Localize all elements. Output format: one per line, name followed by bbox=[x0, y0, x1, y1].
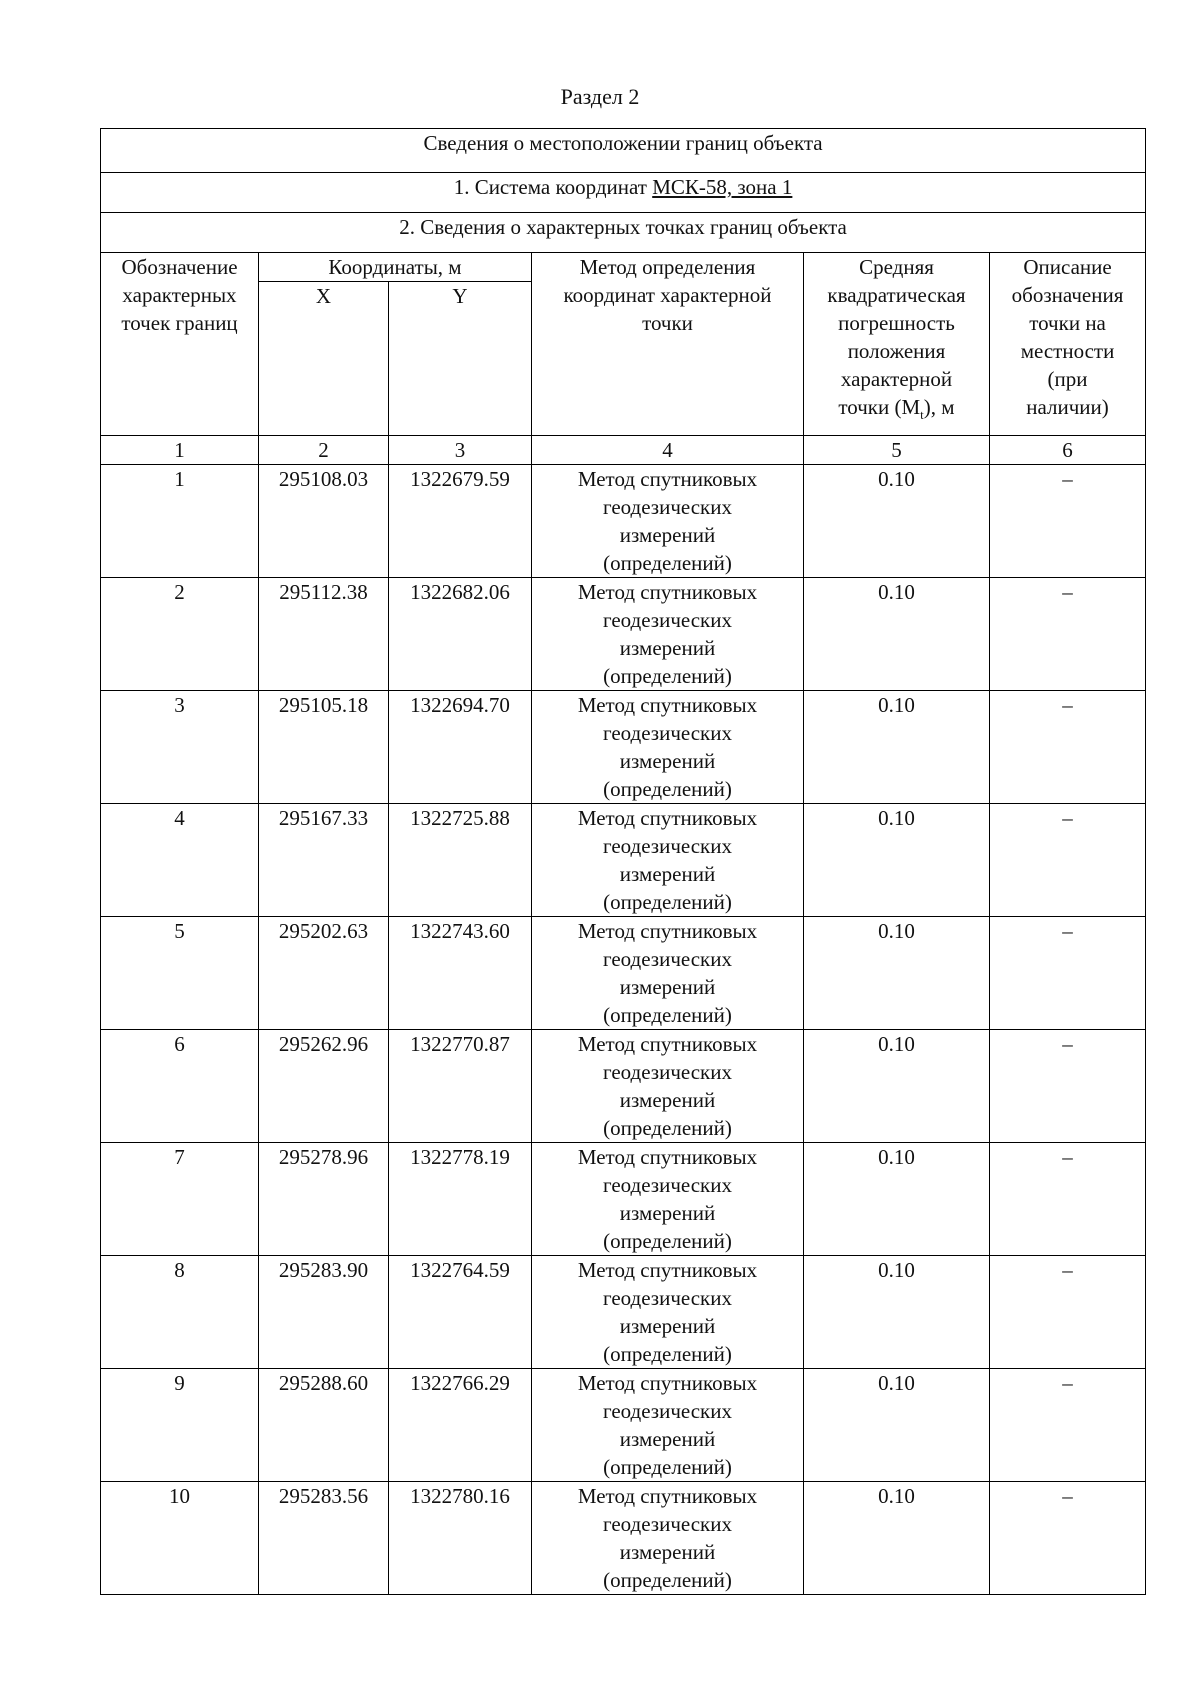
point-method-line: геодезических bbox=[602, 721, 732, 745]
point-method-line: геодезических bbox=[602, 608, 732, 632]
column-number: 2 bbox=[259, 436, 389, 465]
point-method bbox=[532, 465, 804, 578]
header-description bbox=[990, 253, 1146, 436]
header-y: Y bbox=[389, 282, 532, 436]
point-method-line: измерений bbox=[619, 1201, 716, 1225]
header-point-designation bbox=[101, 253, 259, 436]
point-description: – bbox=[990, 1482, 1146, 1595]
point-method-line: (определений) bbox=[603, 1568, 732, 1592]
point-method-line: (определений) bbox=[603, 1003, 732, 1027]
point-id: 4 bbox=[101, 804, 259, 917]
point-method-line: Метод спутниковых bbox=[577, 1258, 758, 1282]
point-method-line: Метод спутниковых bbox=[577, 693, 758, 717]
point-id: 6 bbox=[101, 1030, 259, 1143]
point-method bbox=[532, 1369, 804, 1482]
point-y: 1322743.60 bbox=[389, 917, 532, 1030]
header-point-designation-line: характерных bbox=[122, 283, 237, 307]
point-error: 0.10 bbox=[804, 465, 990, 578]
header-point-designation-line: точек границ bbox=[121, 311, 238, 335]
point-method bbox=[532, 1482, 804, 1595]
point-error: 0.10 bbox=[804, 917, 990, 1030]
point-method-line: измерений bbox=[619, 636, 716, 660]
column-number: 4 bbox=[532, 436, 804, 465]
point-method-line: Метод спутниковых bbox=[577, 467, 758, 491]
table-row bbox=[101, 465, 1146, 578]
column-number-row bbox=[101, 436, 1146, 465]
point-x: 295283.56 bbox=[259, 1482, 389, 1595]
table-row bbox=[101, 1482, 1146, 1595]
column-number: 1 bbox=[101, 436, 259, 465]
point-x: 295105.18 bbox=[259, 691, 389, 804]
point-error: 0.10 bbox=[804, 1143, 990, 1256]
point-x: 295167.33 bbox=[259, 804, 389, 917]
point-method-line: измерений bbox=[619, 1314, 716, 1338]
point-id: 1 bbox=[101, 465, 259, 578]
point-description: – bbox=[990, 465, 1146, 578]
point-error: 0.10 bbox=[804, 804, 990, 917]
point-y: 1322764.59 bbox=[389, 1256, 532, 1369]
point-method-line: геодезических bbox=[602, 1060, 732, 1084]
point-error: 0.10 bbox=[804, 1030, 990, 1143]
header-point-designation-line: Обозначение bbox=[121, 255, 238, 279]
point-method-line: геодезических bbox=[602, 834, 732, 858]
point-x: 295283.90 bbox=[259, 1256, 389, 1369]
point-description: – bbox=[990, 1143, 1146, 1256]
table-row bbox=[101, 1256, 1146, 1369]
point-method bbox=[532, 578, 804, 691]
point-method bbox=[532, 1030, 804, 1143]
point-description: – bbox=[990, 1369, 1146, 1482]
point-method bbox=[532, 804, 804, 917]
point-x: 295262.96 bbox=[259, 1030, 389, 1143]
point-id: 9 bbox=[101, 1369, 259, 1482]
point-x: 295278.96 bbox=[259, 1143, 389, 1256]
point-method-line: (определений) bbox=[603, 1455, 732, 1479]
header-error-line: Средняя bbox=[859, 255, 934, 279]
point-method-line: геодезических bbox=[602, 947, 732, 971]
header-description-line: наличии) bbox=[1026, 395, 1109, 419]
point-method-line: геодезических bbox=[602, 1286, 732, 1310]
table-row bbox=[101, 1143, 1146, 1256]
header-error-line: характерной bbox=[840, 367, 953, 391]
header-error-line: погрешность bbox=[838, 311, 955, 335]
header-description-line: (при bbox=[1047, 367, 1088, 391]
point-method-line: измерений bbox=[619, 1088, 716, 1112]
header-error-line: положения bbox=[847, 339, 946, 363]
table-row bbox=[101, 804, 1146, 917]
header-error-line: квадратическая bbox=[827, 283, 966, 307]
point-y: 1322679.59 bbox=[389, 465, 532, 578]
point-id: 10 bbox=[101, 1482, 259, 1595]
point-x: 295112.38 bbox=[259, 578, 389, 691]
point-method-line: (определений) bbox=[603, 777, 732, 801]
table-row bbox=[101, 917, 1146, 1030]
point-method-line: (определений) bbox=[603, 664, 732, 688]
header-description-line: точки на bbox=[1029, 311, 1106, 335]
point-error: 0.10 bbox=[804, 1369, 990, 1482]
table-row bbox=[101, 691, 1146, 804]
point-y: 1322766.29 bbox=[389, 1369, 532, 1482]
point-y: 1322682.06 bbox=[389, 578, 532, 691]
point-method-line: измерений bbox=[619, 975, 716, 999]
point-y: 1322778.19 bbox=[389, 1143, 532, 1256]
point-method-line: измерений bbox=[619, 1427, 716, 1451]
table-row bbox=[101, 1030, 1146, 1143]
header-description-line: обозначения bbox=[1011, 283, 1124, 307]
point-description: – bbox=[990, 1030, 1146, 1143]
point-method-line: Метод спутниковых bbox=[577, 1371, 758, 1395]
point-description: – bbox=[990, 691, 1146, 804]
point-error: 0.10 bbox=[804, 1256, 990, 1369]
point-method-line: измерений bbox=[619, 523, 716, 547]
point-id: 2 bbox=[101, 578, 259, 691]
point-id: 7 bbox=[101, 1143, 259, 1256]
point-method-line: Метод спутниковых bbox=[577, 919, 758, 943]
point-method-line: Метод спутниковых bbox=[577, 806, 758, 830]
header-description-line: Описание bbox=[1023, 255, 1112, 279]
header-x: X bbox=[259, 282, 389, 436]
header-method bbox=[532, 253, 804, 436]
point-description: – bbox=[990, 578, 1146, 691]
point-description: – bbox=[990, 804, 1146, 917]
point-method-line: геодезических bbox=[602, 1399, 732, 1423]
point-method-line: (определений) bbox=[603, 890, 732, 914]
header-coordinates-group: Координаты, м bbox=[259, 253, 532, 282]
column-number: 3 bbox=[389, 436, 532, 465]
point-method-line: (определений) bbox=[603, 1342, 732, 1366]
header-description-line: местности bbox=[1020, 339, 1115, 363]
point-method bbox=[532, 691, 804, 804]
point-description: – bbox=[990, 917, 1146, 1030]
table-row bbox=[101, 578, 1146, 691]
point-id: 5 bbox=[101, 917, 259, 1030]
point-id: 8 bbox=[101, 1256, 259, 1369]
table-title: Сведения о местоположении границ объекта bbox=[101, 129, 1146, 173]
point-error: 0.10 bbox=[804, 1482, 990, 1595]
point-y: 1322770.87 bbox=[389, 1030, 532, 1143]
point-y: 1322694.70 bbox=[389, 691, 532, 804]
header-error-lines bbox=[810, 253, 983, 393]
point-method-line: геодезических bbox=[602, 495, 732, 519]
header-error bbox=[804, 253, 990, 436]
point-description: – bbox=[990, 1256, 1146, 1369]
point-method-line: Метод спутниковых bbox=[577, 1484, 758, 1508]
boundary-points-table bbox=[100, 128, 1146, 1595]
point-method-line: измерений bbox=[619, 862, 716, 886]
point-method-line: геодезических bbox=[602, 1512, 732, 1536]
point-method-line: (определений) bbox=[603, 1229, 732, 1253]
point-id: 3 bbox=[101, 691, 259, 804]
header-error-last-line: точки $(M_t)$, м bbox=[838, 395, 955, 423]
point-method-line: измерений bbox=[619, 749, 716, 773]
point-method bbox=[532, 917, 804, 1030]
points-section-title: 2. Сведения о характерных точках границ объекта bbox=[101, 213, 1146, 253]
header-method-line: координат характерной bbox=[563, 283, 772, 307]
point-method-line: (определений) bbox=[603, 551, 732, 575]
point-method bbox=[532, 1143, 804, 1256]
section-label: Раздел 2 bbox=[560, 84, 640, 109]
point-method bbox=[532, 1256, 804, 1369]
point-x: 295108.03 bbox=[259, 465, 389, 578]
point-method-line: Метод спутниковых bbox=[577, 580, 758, 604]
column-number: 6 bbox=[990, 436, 1146, 465]
coord-system-value: МСК-58, зона 1 bbox=[652, 175, 793, 199]
table-row bbox=[101, 1369, 1146, 1482]
point-x: 295288.60 bbox=[259, 1369, 389, 1482]
coord-system-row bbox=[101, 173, 1146, 213]
point-method-line: измерений bbox=[619, 1540, 716, 1564]
header-method-line: Метод определения bbox=[579, 255, 756, 279]
point-y: 1322725.88 bbox=[389, 804, 532, 917]
point-method-line: Метод спутниковых bbox=[577, 1032, 758, 1056]
column-number: 5 bbox=[804, 436, 990, 465]
point-method-line: геодезических bbox=[602, 1173, 732, 1197]
point-error: 0.10 bbox=[804, 578, 990, 691]
point-x: 295202.63 bbox=[259, 917, 389, 1030]
point-y: 1322780.16 bbox=[389, 1482, 532, 1595]
coord-system-prefix: 1. Система координат bbox=[453, 175, 653, 199]
point-error: 0.10 bbox=[804, 691, 990, 804]
point-method-line: (определений) bbox=[603, 1116, 732, 1140]
point-method-line: Метод спутниковых bbox=[577, 1145, 758, 1169]
header-method-line: точки bbox=[642, 311, 693, 335]
